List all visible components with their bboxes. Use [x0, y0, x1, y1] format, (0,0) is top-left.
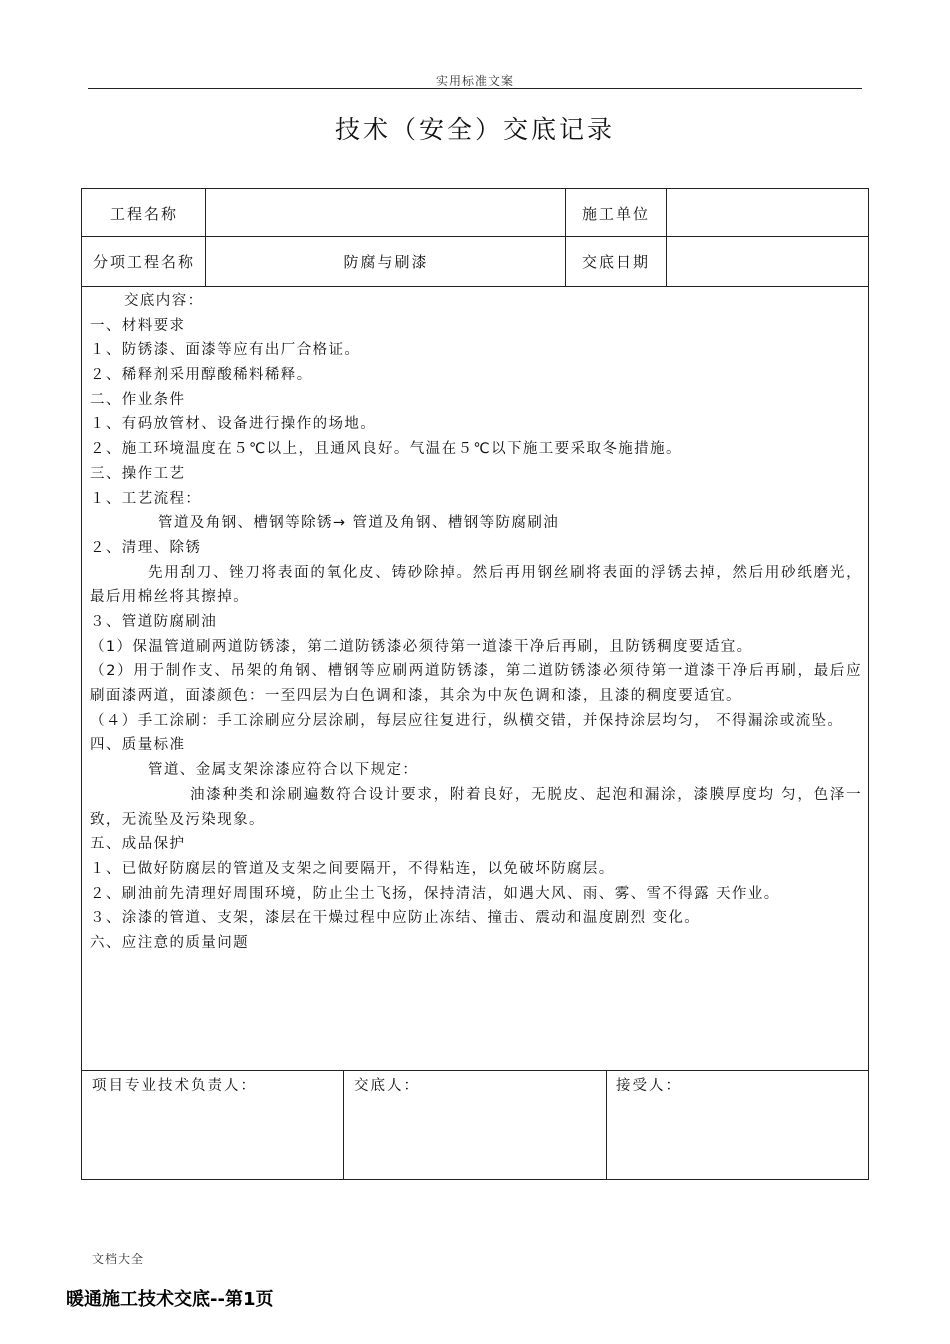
content-line: 四、质量标准	[90, 737, 186, 754]
column-divider	[205, 189, 206, 286]
sub-project-name-label: 分项工程名称	[92, 253, 195, 271]
content-line: １、工艺流程：	[90, 490, 202, 507]
content-paragraph: （４）手工涂刷：手工涂刷应分层涂刷，每层应往复进行，纵横交错，并保持涂层均匀， 不得漏涂或流坠。	[90, 712, 844, 729]
content-line: １、防锈漆、面漆等应有出厂合格证。	[90, 342, 361, 359]
discloser-signature-cell[interactable]: 交底人：	[354, 1078, 420, 1094]
content-line: ２、刷油前先清理好周围环境，防止尘土飞扬，保持清洁，如遇大风、雨、雾、雪不得露 天作业。	[90, 885, 780, 902]
sub-project-name-value[interactable]: 防腐与刷漆	[343, 253, 429, 271]
disclosure-content-text	[90, 289, 862, 956]
content-line: 五、成品保护	[90, 836, 186, 853]
content-line: ２、施工环境温度在５℃以上，且通风良好。气温在５℃以下施工要采取冬施措施。	[90, 441, 682, 458]
content-line: ３、管道防腐刷油	[90, 613, 218, 630]
receiver-signature-cell[interactable]: 接受人：	[616, 1078, 682, 1094]
content-line: １、有码放管材、设备进行操作的场地。	[90, 416, 377, 433]
content-paragraph: 先用刮刀、锉刀将表面的氧化皮、铸砂除掉。然后再用钢丝刷将表面的浮锈去掉，然后用砂纸磨光，最后用棉丝将其擦掉。	[90, 564, 862, 606]
content-line: 一、材料要求	[90, 317, 186, 334]
disclosure-date-value[interactable]	[666, 237, 868, 286]
project-name-value[interactable]	[206, 189, 566, 237]
disclosure-content-cell	[82, 287, 868, 1070]
content-line: （1）保温管道刷两道防锈漆，第二道防锈漆必须待第一道漆干净后再刷，且防锈稠度要适宜。	[90, 638, 753, 655]
content-line: ２、稀释剂采用醇酸稀料稀释。	[90, 367, 313, 384]
page-header-text: 实用标准文案	[435, 74, 514, 88]
content-line: ３、涂漆的管道、支架，漆层在干燥过程中应防止冻结、撞击、震动和温度剧烈 变化。	[90, 910, 701, 927]
content-line: 二、作业条件	[90, 391, 186, 408]
content-paragraph: （2）用于制作支、吊架的角钢、槽钢等应刷两道防锈漆，第二道防锈漆必须待第一道漆干净后再刷，最后应刷面漆两道，面漆颜色：一至四层为白色调和漆，其余为中灰色调和漆，且漆的稠度要适宜。	[90, 663, 862, 705]
content-line: １、已做好防腐层的管道及支架之间要隔开，不得粘连，以免破坏防腐层。	[90, 860, 615, 877]
bottom-caption: 暖通施工技术交底--第1页	[66, 1289, 274, 1310]
document-title: 技术（安全）交底记录	[334, 115, 615, 144]
column-divider	[666, 189, 667, 286]
content-paragraph: 油漆种类和涂刷遍数符合设计要求，附着良好，无脱皮、起泡和漏涂，漆膜厚度均 匀，色泽一致，无流坠及污染现象。	[90, 786, 862, 828]
content-line: 管道、金属支架涂漆应符合以下规定：	[148, 762, 419, 779]
disclosure-form-table	[81, 188, 869, 1180]
construction-unit-label: 施工单位	[581, 204, 650, 223]
disclosure-date-label: 交底日期	[581, 253, 650, 271]
content-line: 六、应注意的质量问题	[90, 934, 249, 951]
row-divider	[82, 236, 868, 237]
tech-lead-signature-cell[interactable]: 项目专业技术负责人：	[92, 1078, 257, 1094]
column-divider	[565, 189, 566, 286]
header-rule	[88, 88, 862, 89]
content-line: 管道及角钢、槽钢等除锈→ 管道及角钢、槽钢等防腐刷油	[158, 515, 560, 532]
construction-unit-value[interactable]	[666, 189, 868, 237]
content-line: 三、操作工艺	[90, 465, 186, 482]
content-line: ２、清理、除锈	[90, 539, 202, 556]
project-name-label: 工程名称	[109, 204, 178, 223]
content-line: 交底内容：	[124, 293, 204, 309]
page-footer-text: 文档大全	[92, 1252, 145, 1266]
